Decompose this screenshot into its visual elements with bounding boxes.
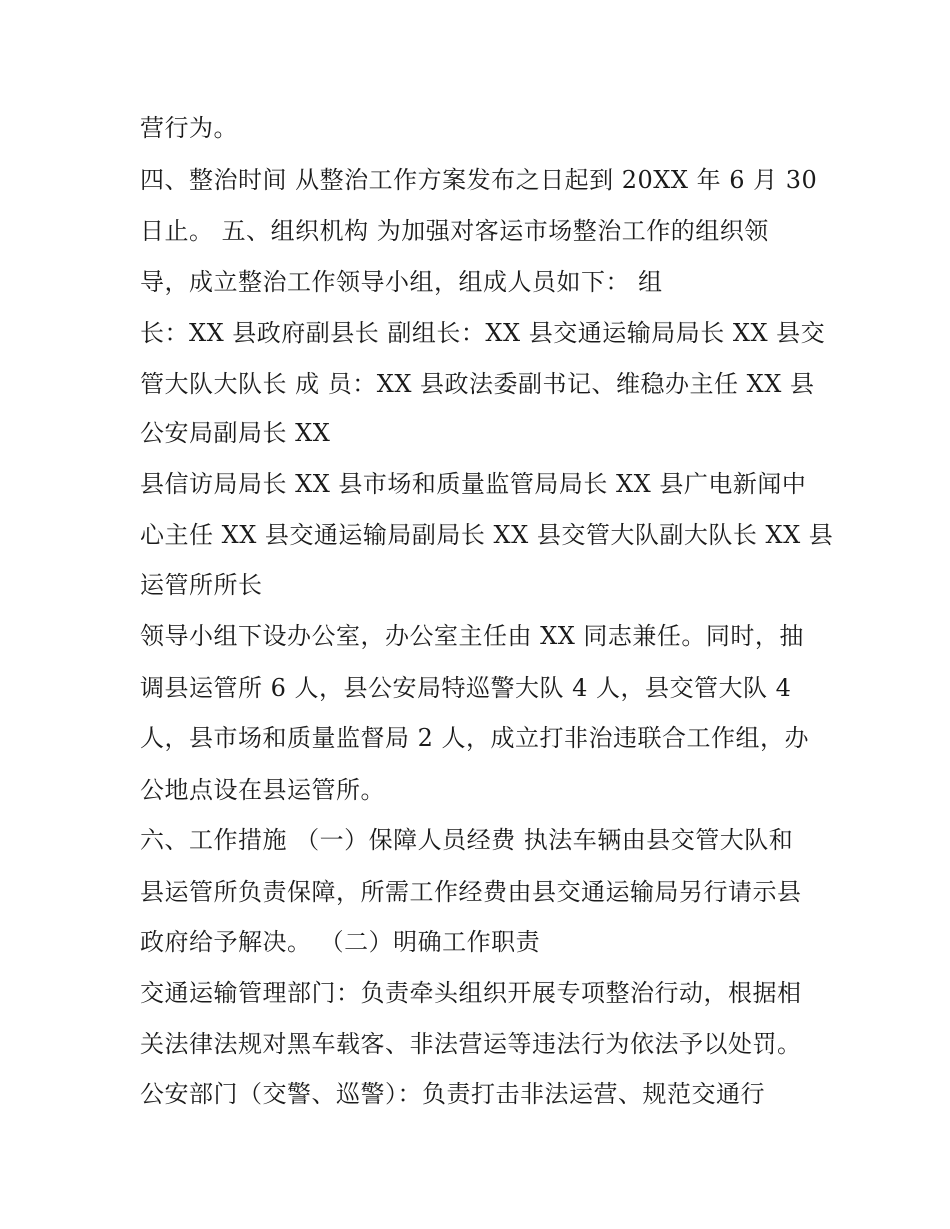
- text-line: 长：XX 县政府副县长 副组长：XX 县交通运输局局长 XX 县交: [140, 319, 826, 347]
- text-line: 导，成立整治工作领导小组，组成人员如下： 组: [140, 268, 663, 296]
- text-line: 人，县市场和质量监督局 2 人，成立打非治违联合工作组，办: [140, 724, 810, 752]
- text-line: 交通运输管理部门：负责牵头组织开展专项整治行动，根据相: [140, 979, 802, 1007]
- text-line: 调县运管所 6 人，县公安局特巡警大队 4 人，县交管大队 4: [140, 674, 792, 702]
- text-line: 四、整治时间 从整治工作方案发布之日起到 20XX 年 6 月 30: [140, 166, 818, 194]
- text-line: 公地点设在县运管所。: [140, 776, 385, 804]
- text-line: 领导小组下设办公室，办公室主任由 XX 同志兼任。同时，抽: [140, 622, 804, 650]
- text-line: 县运管所负责保障，所需工作经费由县交通运输局另行请示县: [140, 878, 802, 906]
- text-line: 县信访局局长 XX 县市场和质量监管局局长 XX 县广电新闻中: [140, 470, 807, 498]
- text-line: 营行为。: [140, 114, 238, 142]
- text-line: 关法律法规对黑车载客、非法营运等违法行为依法予以处罚。: [140, 1030, 802, 1058]
- text-line: 政府给予解决。 （二）明确工作职责: [140, 928, 541, 956]
- text-line: 心主任 XX 县交通运输局副局长 XX 县交管大队副大队长 XX 县: [140, 521, 834, 549]
- text-line: 管大队大队长 成 员：XX 县政法委副书记、维稳办主任 XX 县: [140, 370, 815, 398]
- text-line: 日止。 五、组织机构 为加强对客运市场整治工作的组织领: [140, 217, 769, 245]
- text-line: 公安部门（交警、巡警）：负责打击非法运营、规范交通行: [140, 1080, 765, 1108]
- text-line: 六、工作措施 （一）保障人员经费 执法车辆由县交管大队和: [140, 826, 794, 854]
- text-line: 运管所所长: [140, 571, 263, 599]
- text-line: 公安局副局长 XX: [140, 419, 331, 447]
